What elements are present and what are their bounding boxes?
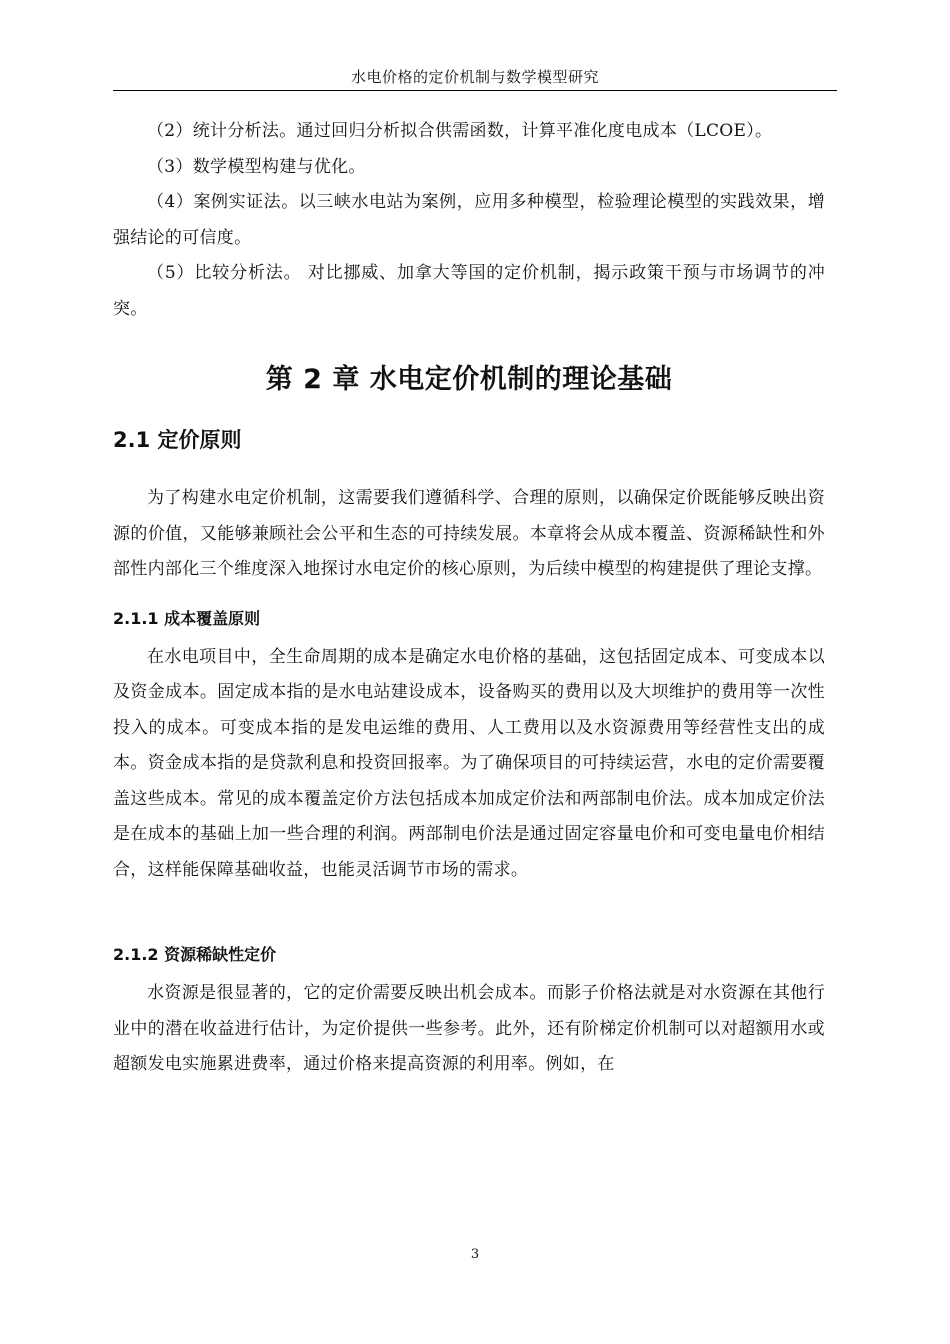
chapter-title: 第 2 章 水电定价机制的理论基础 (265, 364, 673, 395)
subsection-title-2-1-1: 2.1.1 成本覆盖原则 (113, 608, 261, 628)
intro-item-case-study: （4）案例实证法。以三峡水电站为案例，应用多种模型，检验理论模型的实践效果，增强结论的可信度。 (113, 192, 825, 248)
section-title-2-1: 2.1 定价原则 (113, 428, 242, 452)
subsection-2-1-1-paragraph: 在水电项目中，全生命周期的成本是确定水电价格的基础，这包括固定成本、可变成本以及资金成本。固定成本指的是水电站建设成本，设备购买的费用以及大坝维护的费用等一次性投入的成本。可变成本指的是发电运维的费用、人工费用以及水资源费用等经营性支出的成本。资金成本指的是贷款利息和投资回报率。为了确保项目的可持续运营，水电的定价需要覆盖这些成本。常见的成本覆盖定价方法包括成本加成定价法和两部制电价法。成本加成定价法是在成本的基础上加一些合理的利润。两部制电价法是通过固定容量电价和可变电量电价相结合，这样能保障基础收益，也能灵活调节市场的需求。 (113, 646, 825, 880)
page-number: 3 (470, 1247, 480, 1262)
page-body (113, 114, 825, 1083)
subsection-title-2-1-2: 2.1.2 资源稀缺性定价 (113, 945, 277, 964)
intro-item-statistical-analysis: （2）统计分析法。通过回归分析拟合供需函数，计算平准化度电成本（LCOE）。 (147, 121, 773, 141)
intro-item-model-building: （3）数学模型构建与优化。 (147, 156, 366, 177)
section-2-1-paragraph: 为了构建水电定价机制，这需要我们遵循科学、合理的原则，以确保定价既能够反映出资源的价值，又能够兼顾社会公平和生态的可持续发展。本章将会从成本覆盖、资源稀缺性和外部性内部化三个维度深入地探讨水电定价的核心原则，为后续中模型的构建提供了理论支撑。 (113, 488, 825, 579)
running-header: 水电价格的定价机制与数学模型研究 (113, 64, 837, 91)
intro-item-comparative-analysis: （5）比较分析法。 对比挪威、加拿大等国的定价机制，揭示政策干预与市场调节的冲突。 (113, 263, 825, 319)
subsection-2-1-2-paragraph: 水资源是很显著的，它的定价需要反映出机会成本。而影子价格法就是对水资源在其他行业中的潜在收益进行估计，为定价提供一些参考。此外，还有阶梯定价机制可以对超额用水或超额发电实施累进费率，通过价格来提高资源的利用率。例如，在 (113, 983, 825, 1074)
